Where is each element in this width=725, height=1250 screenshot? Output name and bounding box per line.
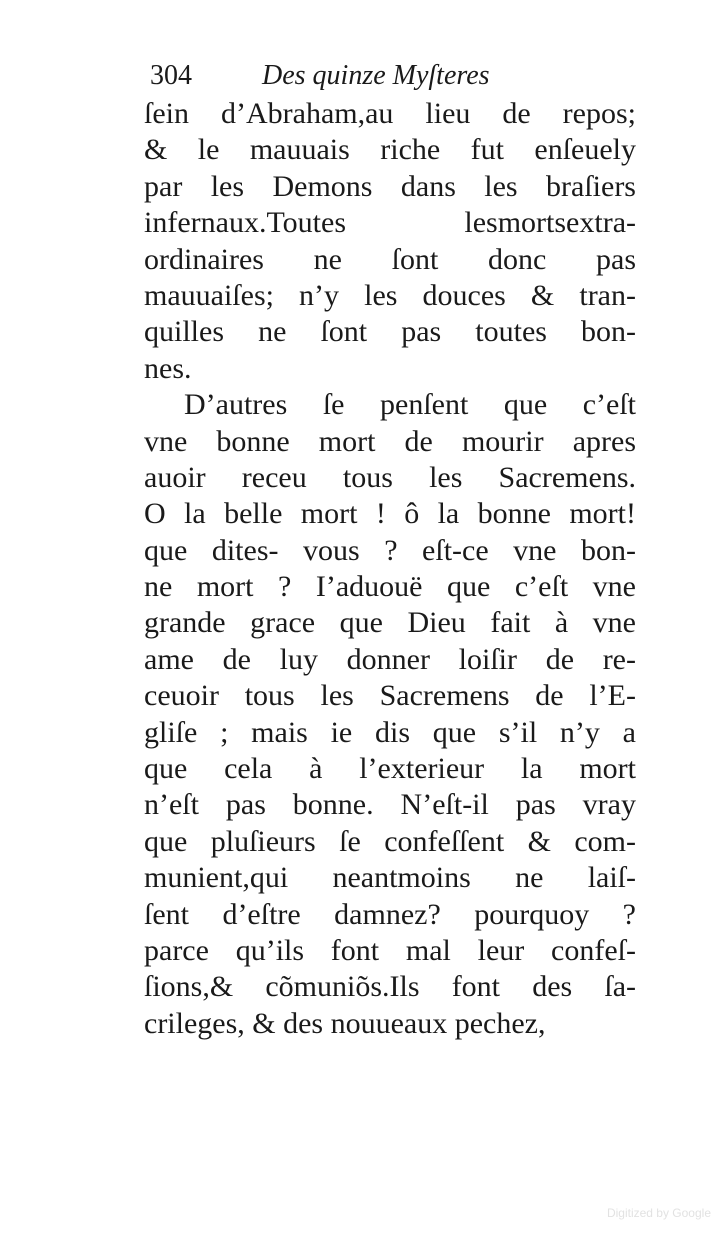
text-line: par les Demons dans les braſiers: [144, 169, 636, 203]
text-line: ne mort ? I’aduouë que c’eſt vne: [144, 570, 636, 604]
text-line: gliſe ; mais ie dis que s’il n’y a: [144, 715, 636, 749]
text-line: n’eſt pas bonne. N’eſt-il pas vray: [144, 788, 636, 822]
text-line: ceuoir tous les Sacremens de l’E-: [144, 679, 636, 713]
paragraph: [144, 387, 636, 1042]
paragraph: [144, 96, 636, 387]
text-line: quilles ne ſont pas toutes bon-: [144, 315, 636, 349]
body-text: [144, 96, 636, 1042]
text-line: vne bonne mort de mourir apres: [144, 424, 636, 458]
text-line: infernaux.Toutes lesmortsextra-: [144, 206, 636, 240]
text-line: mauuaiſes; n’y les douces & tran-: [144, 278, 636, 312]
digitization-watermark: Digitized by Google: [606, 1206, 711, 1220]
text-line: crileges, & des nouueaux pechez,: [144, 1006, 546, 1040]
text-line: ſions,& cõmuniõs.Ils font des ſa-: [144, 970, 636, 1004]
text-line: ſent d’eſtre damnez? pourquoy ?: [144, 897, 636, 931]
text-line: grande grace que Dieu fait à vne: [144, 606, 636, 640]
text-line: nes.: [144, 351, 192, 385]
page-number: 304: [150, 60, 192, 91]
text-line: D’autres ſe penſent que c’eſt: [184, 388, 636, 422]
text-line: que pluſieurs ſe confeſſent & com-: [144, 824, 636, 858]
text-line: ordinaires ne ſont donc pas: [144, 242, 636, 276]
text-line: que cela à l’exterieur la mort: [144, 752, 636, 786]
text-line: ame de luy donner loiſir de re-: [144, 642, 636, 676]
running-title: Des quinze Myſteres: [262, 60, 490, 91]
text-line: & le mauuais riche fut enſeuely: [144, 133, 636, 167]
text-line: ſein d’Abraham,au lieu de repos;: [144, 97, 636, 130]
text-line: parce qu’ils font mal leur confeſ-: [144, 933, 636, 967]
text-line: O la belle mort ! ô la bonne mort!: [144, 497, 636, 531]
running-head: [150, 56, 630, 96]
text-line: que dites- vous ? eſt-ce vne bon-: [144, 533, 636, 567]
text-line: auoir receu tous les Sacremens.: [144, 460, 636, 494]
text-line: munient,qui neantmoins ne laiſ-: [144, 861, 636, 895]
